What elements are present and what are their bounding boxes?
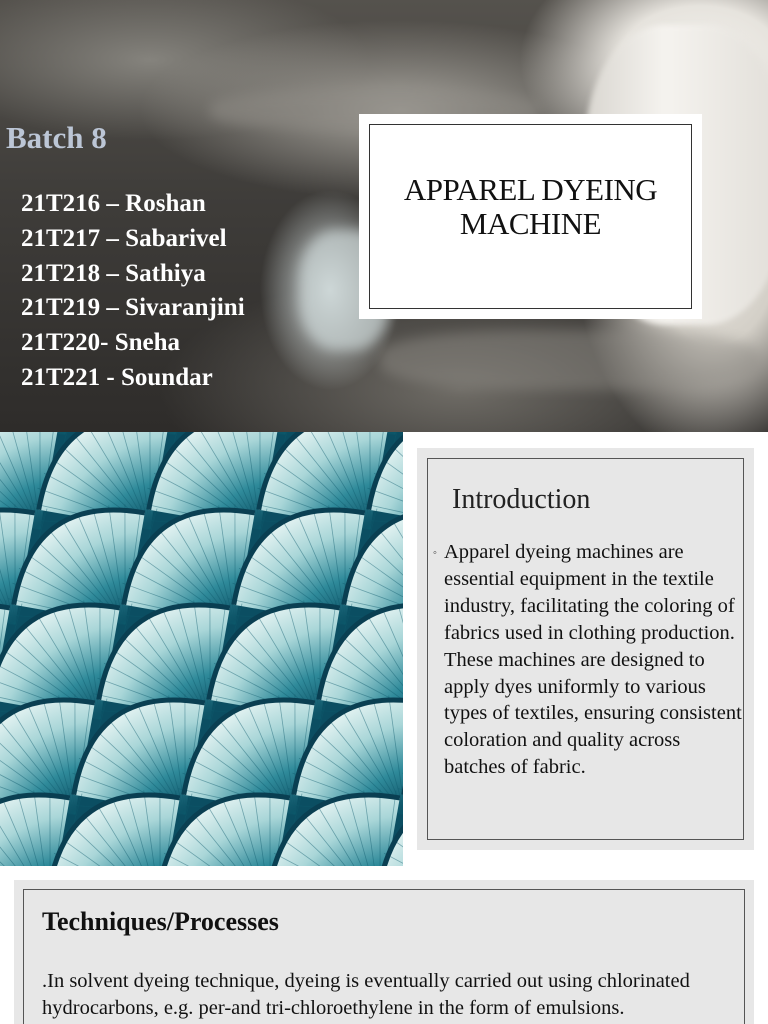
presentation-title [404, 173, 657, 308]
batch-title: Batch 8 [6, 120, 107, 155]
introduction-frame [427, 458, 744, 840]
fractal-feather-image [0, 432, 403, 866]
title-slide [0, 0, 768, 432]
introduction-slide [0, 432, 768, 868]
member-item: 21T217 – Sabarivel [21, 224, 227, 252]
title-box [359, 114, 702, 319]
member-item: 21T221 - Soundar [21, 363, 213, 391]
title-line: MACHINE [459, 206, 602, 241]
title-box-frame [369, 124, 692, 309]
techniques-slide [14, 880, 754, 1024]
techniques-body: .In solvent dyeing technique, dyeing is eventually carried out using chlorinated hydrocarbons, e.g. per-and tri-chloroethylene in the form of emulsions. [42, 970, 690, 1019]
member-item: 21T218 – Sathiya [21, 259, 206, 287]
member-item: 21T220- Sneha [21, 329, 181, 357]
techniques-frame [23, 889, 745, 1024]
member-item: 21T216 – Roshan [21, 190, 206, 217]
introduction-card [417, 448, 754, 850]
member-item: 21T219 – Sivaranjini [21, 294, 245, 322]
introduction-heading: Introduction [452, 484, 591, 515]
background-photo-streak [380, 330, 760, 390]
techniques-heading: Techniques/Processes [42, 907, 279, 936]
title-line: APPAREL DYEING [403, 172, 658, 207]
introduction-body: Apparel dyeing machines are essential equipment in the textile industry, facilitating the coloring of fabrics used in clothing production. These machines are designed to apply dyes uniformly to various types of textiles, ensuring consistent coloration and quality across batches of fabric. [444, 541, 742, 779]
hollow-circle-bullet-icon: ◦ [433, 547, 437, 559]
member-list [21, 187, 245, 396]
